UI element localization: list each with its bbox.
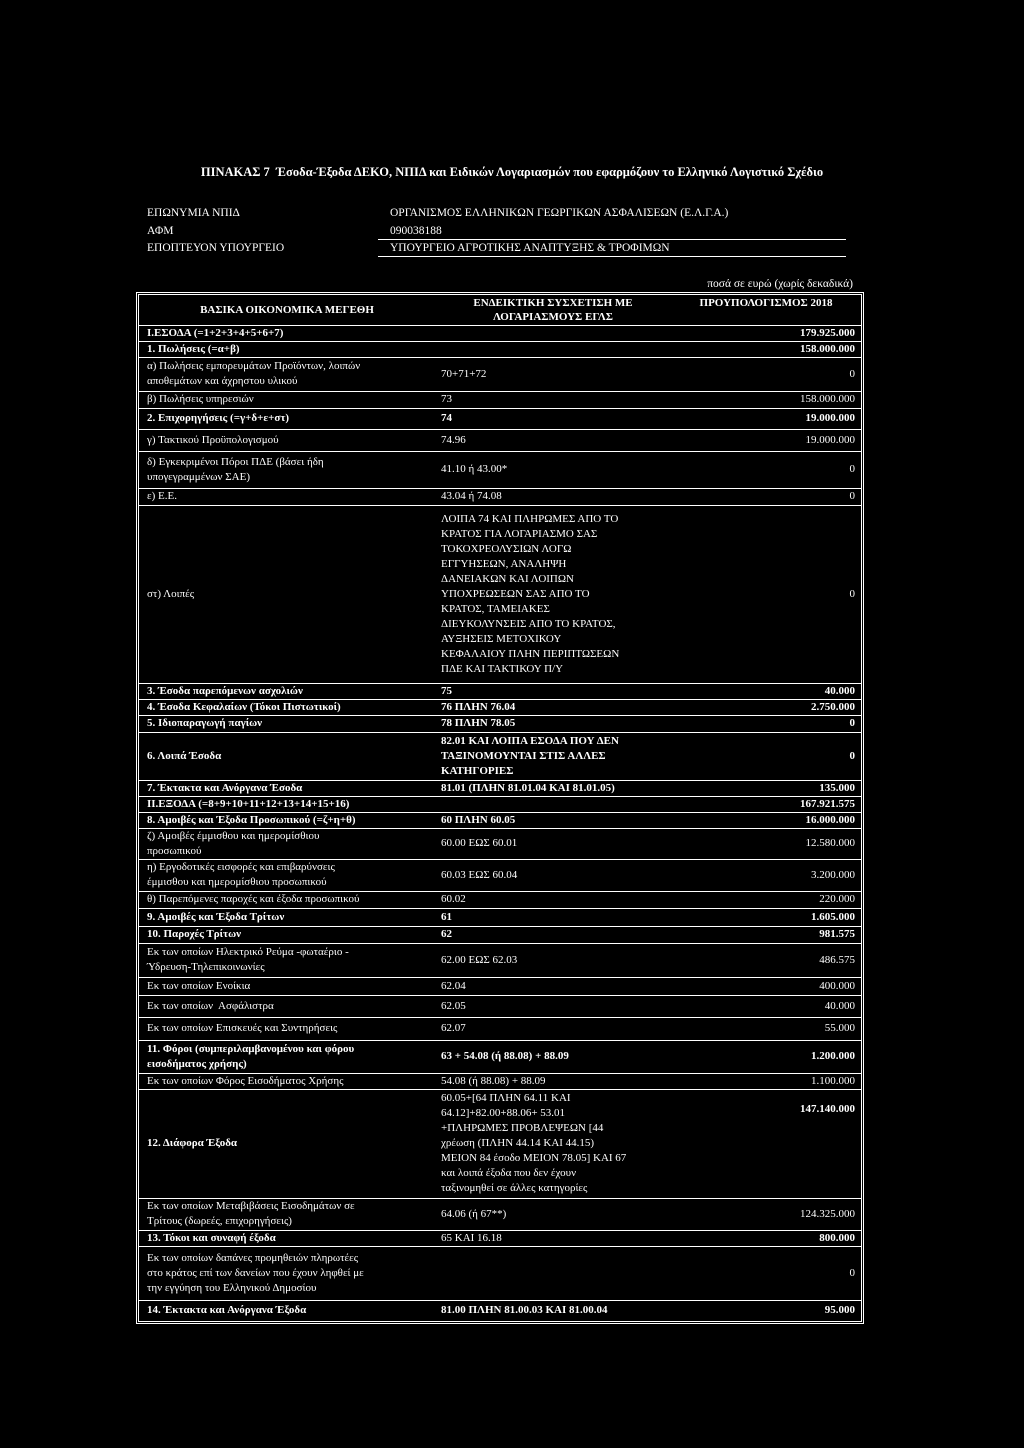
entity-name-row [147, 205, 847, 222]
row-accounts: 82.01 ΚΑΙ ΛΟΙΠΑ ΕΣΟΔΑ ΠΟΥ ΔΕΝ ΤΑΞΙΝΟΜΟΥΝΤΑΙ ΣΤΙΣ ΑΛΛΕΣ ΚΑΤΗΓΟΡΙΕΣ [441, 734, 619, 777]
row-amount: 1.100.000 [811, 1074, 855, 1087]
ministry-label: ΕΠΟΠΤΕΥΟΝ ΥΠΟΥΡΓΕΙΟ [147, 242, 285, 254]
row-label: 1. Πωλήσεις (=α+β) [147, 342, 240, 355]
table-row [139, 1017, 861, 1040]
table-row [139, 995, 861, 1017]
table-row [139, 1089, 861, 1198]
table-row [139, 1246, 861, 1300]
table-row [139, 325, 861, 341]
row-label: Εκ των οποίων Φόρος Εισοδήματος Χρήσης [147, 1074, 344, 1087]
table-row [139, 408, 861, 429]
row-amount: 179.925.000 [800, 326, 855, 339]
row-accounts: 43.04 ή 74.08 [441, 490, 502, 502]
row-amount: 147.140.000 [800, 1102, 855, 1115]
row-amount: 167.921.575 [800, 797, 855, 810]
header-accounts: ΕΝΔΕΙΚΤΙΚΗ ΣΥΣΧΕΤΙΣΗ ΜΕ ΛΟΓΑΡΙΑΣΜΟΥΣ ΕΓΛΣ [473, 296, 633, 323]
row-label: στ) Λοιπές [147, 587, 195, 600]
table-row [139, 828, 861, 859]
row-amount: 55.000 [824, 1022, 855, 1034]
row-amount: 16.000.000 [805, 813, 855, 826]
row-accounts: 61 [441, 910, 452, 923]
row-label: Εκ των οποίων Επισκευές και Συντηρήσεις [147, 1022, 338, 1034]
row-accounts: 62.00 ΕΩΣ 62.03 [441, 953, 518, 966]
row-label: Εκ των οποίων δαπάνες προμηθειών πληρωτέες στο κράτος επί των δανείων που έχουν ληφθεί με την εγγύηση του Ελληνικού Δημοσίου [147, 1251, 364, 1294]
row-accounts: 74 [441, 412, 452, 424]
table-row [139, 357, 861, 391]
row-amount: 400.000 [819, 979, 855, 992]
row-amount: 95.000 [824, 1304, 855, 1317]
entity-name-label: ΕΠΩΝΥΜΙΑ ΝΠΙΔ [147, 207, 240, 219]
table-row [139, 943, 861, 977]
row-label: 3. Έσοδα παρεπόμενων ασχολιών [147, 684, 303, 697]
table-row [139, 1198, 861, 1230]
row-accounts: 75 [441, 684, 452, 697]
row-label: 8. Αμοιβές και Έξοδα Προσωπικού (=ζ+η+θ) [147, 813, 356, 826]
row-accounts: 54.08 (ή 88.08) + 88.09 [441, 1074, 546, 1087]
row-accounts: 81.00 ΠΛΗΝ 81.00.03 ΚΑΙ 81.00.04 [441, 1304, 608, 1317]
row-amount: 0 [849, 717, 855, 729]
row-amount: 0 [849, 587, 855, 600]
row-amount: 135.000 [819, 781, 855, 794]
row-amount: 0 [849, 463, 855, 475]
table-row [139, 812, 861, 828]
row-amount: 124.325.000 [800, 1207, 855, 1220]
row-accounts: 74.96 [441, 433, 466, 446]
row-amount: 3.200.000 [811, 868, 855, 881]
table-row [139, 683, 861, 699]
row-amount: 0 [849, 367, 855, 380]
row-accounts: 60 ΠΛΗΝ 60.05 [441, 813, 516, 826]
row-accounts: 73 [441, 393, 452, 405]
row-accounts: 62.07 [441, 1022, 466, 1034]
table-row [139, 1040, 861, 1073]
row-amount: 0 [849, 490, 855, 502]
row-accounts [435, 796, 671, 812]
row-label: 10. Παροχές Τρίτων [147, 928, 242, 940]
row-label: δ) Εγκεκριμένοι Πόροι ΠΔΕ (βάσει ήδη υπογεγραμμένων ΣΑΕ) [147, 455, 324, 483]
row-accounts: 60.03 ΕΩΣ 60.04 [441, 868, 518, 881]
table-row [139, 341, 861, 357]
afm-row [147, 223, 847, 240]
row-accounts: 65 ΚΑΙ 16.18 [441, 1231, 502, 1244]
units-note: ποσά σε ευρώ (χωρίς δεκαδικά) [707, 278, 853, 290]
row-amount: 19.000.000 [805, 433, 855, 446]
row-label: ΙΙ.ΕΞΟΔΑ (=8+9+10+11+12+13+14+15+16) [147, 797, 350, 810]
row-amount: 1.605.000 [811, 910, 855, 923]
row-label: 13. Τόκοι και συναφή έξοδα [147, 1231, 276, 1244]
row-accounts: 60.02 [441, 893, 466, 905]
row-label: 11. Φόροι (συμπεριλαμβανομένου και φόρου εισοδήματος χρήσης) [147, 1042, 355, 1070]
row-amount: 0 [849, 749, 855, 762]
row-accounts [435, 325, 671, 341]
row-label: 6. Λοιπά Έσοδα [147, 749, 222, 762]
row-amount: 158.000.000 [800, 393, 855, 405]
row-accounts: ΛΟΙΠΑ 74 ΚΑΙ ΠΛΗΡΩΜΕΣ ΑΠΟ ΤΟ ΚΡΑΤΟΣ ΓΙΑ ΛΟΓΑΡΙΑΣΜΟ ΣΑΣ ΤΟΚΟΧΡΕΟΛΥΣΙΩΝ ΛΟΓΩ ΕΓΓΥΗΣΕΩΝ, ΑΝΑΛΗΨΗ ΔΑΝΕΙΑΚΩΝ ΚΑΙ ΛΟΙΠΩΝ ΥΠΟΧΡΕΩΣΕΩΝ ΣΑΣ ΑΠΟ ΤΟ ΚΡΑΤΟΣ, ΤΑΜΕΙΑΚΕΣ ΔΙΕΥΚΟΛΥΝΣΕΙΣ ΑΠΟ ΤΟ ΚΡΑΤΟΣ, ΑΥΞΗΣΕΙΣ ΜΕΤΟΧΙΚΟΥ ΚΕΦΑΛΑΙΟΥ ΠΛΗΝ ΠΕΡΙΠΤΩΣΕΩΝ ΠΔΕ ΚΑΙ ΤΑΚΤΙΚΟΥ Π/Υ [441, 512, 620, 675]
page-title: ΠΙΝΑΚΑΣ 7 Έσοδα-Έξοδα ΔΕΚΟ, ΝΠΙΔ και Ειδικών Λογαριασμών που εφαρμόζουν το Ελληνικό Λογιστικό Σχέδιο [200, 165, 824, 179]
table-row [139, 977, 861, 995]
row-label: Εκ των οποίων Ενοίκια [147, 979, 251, 992]
budget-table-frame [136, 292, 864, 1324]
table-row [139, 391, 861, 408]
row-label: 14. Έκτακτα και Ανόργανα Έξοδα [147, 1304, 307, 1317]
row-label: 12. Διάφορα Έξοδα [147, 1137, 238, 1149]
ministry-row [147, 240, 847, 257]
table-row [139, 505, 861, 683]
table-row [139, 908, 861, 926]
table-row [139, 1300, 861, 1321]
row-amount: 2.750.000 [811, 700, 855, 713]
table-row [139, 1073, 861, 1089]
budget-table [139, 295, 861, 1321]
row-accounts: 76 ΠΛΗΝ 76.04 [441, 700, 516, 713]
row-amount: 1.200.000 [811, 1050, 855, 1062]
row-label: 7. Έκτακτα και Ανόργανα Έσοδα [147, 781, 303, 794]
row-accounts: 62.04 [441, 979, 466, 992]
table-row [139, 451, 861, 488]
row-label: Εκ των οποίων Ασφάλιστρα [147, 999, 274, 1012]
table-row [139, 926, 861, 943]
table-row [139, 1230, 861, 1246]
row-accounts: 62.05 [441, 999, 466, 1012]
row-accounts: 62 [441, 928, 452, 940]
table-row [139, 715, 861, 732]
table-row [139, 891, 861, 908]
row-label: α) Πωλήσεις εμπορευμάτων Προϊόντων, λοιπών αποθεμάτων και άχρηστου υλικού [147, 360, 361, 387]
row-accounts: 60.05+[64 ΠΛΗΝ 64.11 ΚΑΙ 64.12]+82.00+88.06+ 53.01 +ΠΛΗΡΩΜΕΣ ΠΡΟΒΛΕΨΕΩΝ [44 χρέωση (ΠΛΗΝ 44.14 ΚΑΙ 44.15) ΜΕΙΟΝ 84 έσοδο ΜΕΙΟΝ 78.05] ΚΑΙ 67 και λοιπά έξοδα που δεν έχουν ταξινομηθεί σε άλλες κατηγορίες [441, 1092, 627, 1194]
table-row [139, 780, 861, 796]
entity-name-value: ΟΡΓΑΝΙΣΜΟΣ ΕΛΛΗΝΙΚΩΝ ΓΕΩΡΓΙΚΩΝ ΑΣΦΑΛΙΣΕΩΝ (Ε.Λ.Γ.Α.) [390, 207, 729, 219]
row-amount: 800.000 [819, 1231, 855, 1244]
row-label: 9. Αμοιβές και Έξοδα Τρίτων [147, 910, 285, 923]
row-amount: 486.575 [819, 953, 855, 966]
row-amount: 981.575 [819, 928, 855, 940]
table-row [139, 859, 861, 891]
row-label: β) Πωλήσεις υπηρεσιών [147, 393, 254, 405]
header-basic-figures: ΒΑΣΙΚΑ ΟΙΚΟΝΟΜΙΚΑ ΜΕΓΕΘΗ [200, 303, 374, 316]
row-amount: 40.000 [824, 999, 855, 1012]
afm-label: ΑΦΜ [147, 225, 174, 237]
row-label: Ι.ΕΣΟΔΑ (=1+2+3+4+5+6+7) [147, 326, 284, 339]
row-amount: 0 [849, 1266, 855, 1279]
ministry-value: ΥΠΟΥΡΓΕΙΟ ΑΓΡΟΤΙΚΗΣ ΑΝΑΠΤΥΞΗΣ & ΤΡΟΦΙΜΩΝ [378, 240, 846, 257]
afm-value: 090038188 [378, 223, 846, 240]
table-row [139, 796, 861, 812]
table-row [139, 699, 861, 715]
row-amount: 158.000.000 [800, 342, 855, 355]
row-label: γ) Τακτικού Προϋπολογισμού [147, 433, 279, 446]
row-label: 4. Έσοδα Κεφαλαίων (Τόκοι Πιστωτικοί) [147, 700, 341, 713]
row-label: 5. Ιδιοπαραγωγή παγίων [147, 717, 263, 729]
row-accounts [435, 1246, 671, 1300]
row-amount: 19.000.000 [805, 412, 855, 424]
row-label: ζ) Αμοιβές έμμισθου και ημερομίσθιου προσωπικού [147, 829, 320, 857]
row-amount: 220.000 [819, 893, 855, 905]
row-accounts: 78 ΠΛΗΝ 78.05 [441, 717, 516, 729]
row-accounts: 64.06 (ή 67**) [441, 1207, 507, 1220]
row-accounts [435, 341, 671, 357]
row-accounts: 81.01 (ΠΛΗΝ 81.01.04 ΚΑΙ 81.01.05) [441, 781, 615, 794]
row-label: η) Εργοδοτικές εισφορές και επιβαρύνσεις έμμισθου και ημερομίσθιου προσωπικού [147, 861, 335, 888]
row-label: Εκ των οποίων Ηλεκτρικό Ρεύμα -φωταέριο - Ύδρευση-Τηλεπικοινωνίες [147, 946, 349, 973]
row-accounts: 63 + 54.08 (ή 88.08) + 88.09 [441, 1050, 569, 1062]
row-accounts: 60.00 ΕΩΣ 60.01 [441, 837, 518, 849]
row-label: ε) Ε.Ε. [147, 490, 177, 502]
row-label: Εκ των οποίων Μεταβιβάσεις Εισοδημάτων σε Τρίτους (δωρεές, επιχορηγήσεις) [147, 1200, 355, 1227]
row-amount: 40.000 [824, 684, 855, 697]
table-row [139, 732, 861, 780]
table-header-row [139, 295, 861, 325]
header-budget-2018: ΠΡΟΥΠΟΛΟΓΙΣΜΟΣ 2018 [699, 297, 833, 309]
row-amount: 12.580.000 [805, 837, 855, 849]
table-row [139, 429, 861, 451]
row-accounts: 70+71+72 [441, 367, 487, 380]
row-label: 2. Επιχορηγήσεις (=γ+δ+ε+στ) [147, 412, 290, 424]
row-label: θ) Παρεπόμενες παροχές και έξοδα προσωπικού [147, 893, 360, 905]
table-row [139, 488, 861, 505]
row-accounts: 41.10 ή 43.00* [441, 463, 508, 475]
